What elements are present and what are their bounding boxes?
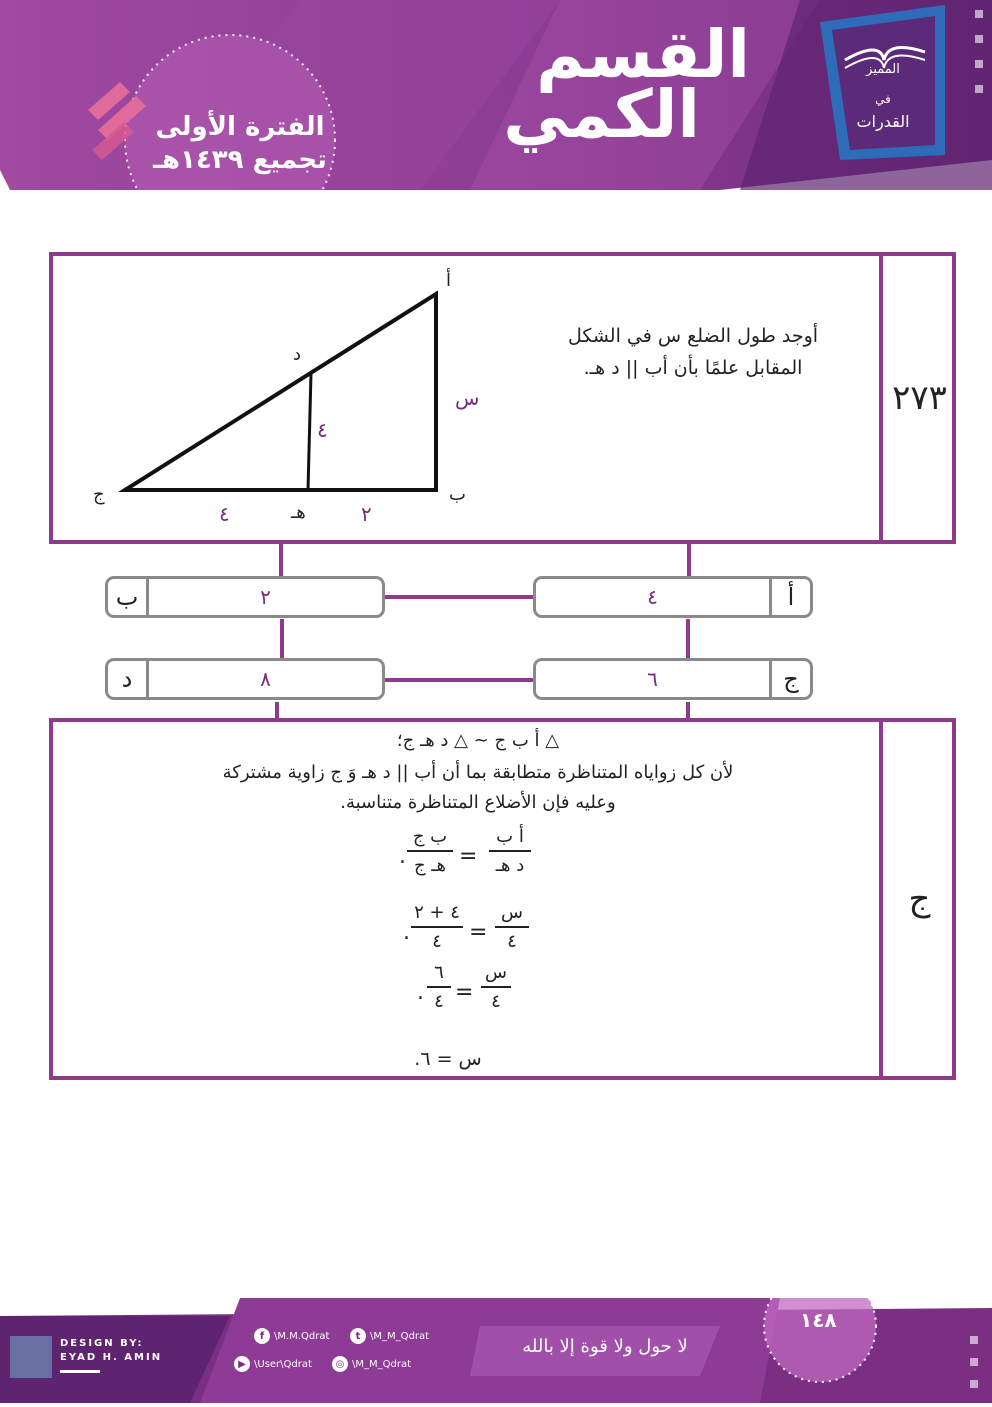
eq3-lhs-den: ٤ bbox=[491, 991, 501, 1012]
twitter-icon: t bbox=[350, 1328, 366, 1344]
option-d-key: د bbox=[108, 661, 149, 697]
vertex-d-label: د bbox=[293, 344, 302, 365]
eq2-rhs-num: ٤ + ٢ bbox=[414, 902, 460, 923]
eq3-sign: = bbox=[455, 980, 474, 1005]
instagram-link[interactable] bbox=[332, 1356, 411, 1372]
eq3-end: . bbox=[417, 980, 424, 1005]
connector bbox=[686, 619, 690, 659]
option-d[interactable] bbox=[105, 658, 385, 700]
connector bbox=[384, 595, 534, 599]
header-period-line2: تجميع ١٤٣٩هـ bbox=[153, 145, 327, 175]
twitter-link[interactable] bbox=[350, 1328, 429, 1344]
solution-box bbox=[49, 718, 956, 1080]
question-text-line1: أوجد طول الضلع س في الشكل bbox=[567, 325, 819, 347]
page-header bbox=[0, 0, 992, 190]
vertex-c-label: ج bbox=[93, 484, 105, 505]
eq1-lhs-num: أ ب bbox=[496, 826, 524, 847]
logo-book-icon bbox=[820, 5, 945, 160]
connector bbox=[687, 544, 691, 578]
triangle-abc bbox=[125, 294, 436, 490]
option-c-value: ٦ bbox=[647, 667, 658, 691]
vertex-b-label: ب bbox=[449, 484, 466, 505]
facebook-handle: \M.M.Qdrat bbox=[274, 1330, 330, 1342]
vertex-a-label: أ bbox=[446, 270, 452, 291]
option-b-value: ٢ bbox=[260, 585, 271, 609]
eq2-rhs-den: ٤ bbox=[432, 931, 442, 952]
instagram-handle: \M_M_Qdrat bbox=[352, 1358, 412, 1370]
option-a-key: أ bbox=[769, 579, 810, 615]
option-a-value: ٤ bbox=[647, 585, 658, 609]
footer-banner bbox=[0, 1298, 992, 1403]
option-a[interactable] bbox=[533, 576, 813, 618]
eq3-rhs-num: ٦ bbox=[434, 962, 444, 983]
eq2-rhs-fraction bbox=[411, 902, 463, 952]
eq3-rhs-den: ٤ bbox=[434, 991, 444, 1012]
designer-name: EYAD H. AMIN bbox=[60, 1352, 163, 1363]
question-text-line2: المقابل علمًا بأن أب || د هـ. bbox=[583, 357, 803, 379]
eq2-sign: = bbox=[469, 920, 488, 945]
calligraphy-text: لا حول ولا قوة إلا بالله bbox=[522, 1336, 688, 1357]
option-d-value: ٨ bbox=[260, 667, 271, 691]
design-by-label: DESIGN BY: bbox=[60, 1338, 144, 1349]
logo-text-3: القدرات bbox=[856, 112, 910, 131]
side-eb-label: ٢ bbox=[361, 502, 372, 526]
solution-line1: △ أ ب ج ~ △ د هـ ج؛ bbox=[396, 730, 560, 751]
eq1-sign: = bbox=[459, 844, 478, 869]
option-c[interactable] bbox=[533, 658, 813, 700]
logo-text-1: المميز bbox=[866, 62, 900, 77]
side-x-label: س bbox=[455, 386, 480, 410]
option-b[interactable] bbox=[105, 576, 385, 618]
youtube-handle: \User\Qdrat bbox=[254, 1358, 312, 1370]
eq1-rhs-den: هـ ج bbox=[413, 855, 447, 876]
final-answer: س = ٦. bbox=[414, 1048, 482, 1070]
eq1-end: . bbox=[399, 844, 406, 869]
designer-logo-icon bbox=[10, 1336, 52, 1378]
header-title-line1: القسم bbox=[536, 16, 750, 93]
eq3-lhs-fraction bbox=[481, 962, 511, 1012]
connector bbox=[279, 544, 283, 578]
eq1-rhs-num: ب ج bbox=[412, 826, 448, 847]
segment-de bbox=[308, 373, 311, 490]
logo-text-2: في bbox=[875, 92, 891, 106]
header-period-line1: الفترة الأولى bbox=[155, 112, 325, 142]
header-title-line2: الكمي bbox=[503, 76, 700, 153]
instagram-icon: ◎ bbox=[332, 1356, 348, 1372]
page-footer bbox=[0, 1298, 992, 1403]
side-de-label: ٤ bbox=[317, 418, 328, 442]
eq3-rhs-fraction bbox=[427, 962, 451, 1012]
eq1-lhs-fraction bbox=[489, 826, 531, 876]
answer-key: ج bbox=[879, 722, 956, 1076]
eq2-lhs-num: س bbox=[501, 902, 523, 923]
option-b-key: ب bbox=[108, 579, 149, 615]
connector bbox=[384, 678, 534, 682]
solution-line2: لأن كل زواياه المتناظرة متطابقة بما أن أب || د هـ وَ ج زاوية مشتركة bbox=[222, 762, 734, 783]
twitter-handle: \M_M_Qdrat bbox=[370, 1330, 430, 1342]
eq1-lhs-den: د هـ bbox=[495, 855, 525, 876]
connector bbox=[280, 619, 284, 659]
side-ce-label: ٤ bbox=[219, 502, 230, 526]
vertex-e-label: هـ bbox=[291, 502, 306, 523]
eq2-lhs-den: ٤ bbox=[507, 931, 517, 952]
eq1-rhs-fraction bbox=[407, 826, 453, 876]
facebook-icon: f bbox=[254, 1328, 270, 1344]
eq3-lhs-num: س bbox=[485, 962, 507, 983]
question-box bbox=[49, 252, 956, 544]
option-c-key: ج bbox=[769, 661, 810, 697]
page-number: ١٤٨ bbox=[800, 1308, 837, 1332]
question-number: ٢٧٣ bbox=[879, 256, 956, 540]
eq2-end: . bbox=[403, 920, 410, 945]
solution-line3: وعليه فإن الأضلاع المتناظرة متناسبة. bbox=[340, 792, 616, 813]
youtube-link[interactable] bbox=[234, 1356, 312, 1372]
facebook-link[interactable] bbox=[254, 1328, 329, 1344]
youtube-icon: ▶ bbox=[234, 1356, 250, 1372]
eq2-lhs-fraction bbox=[495, 902, 529, 952]
